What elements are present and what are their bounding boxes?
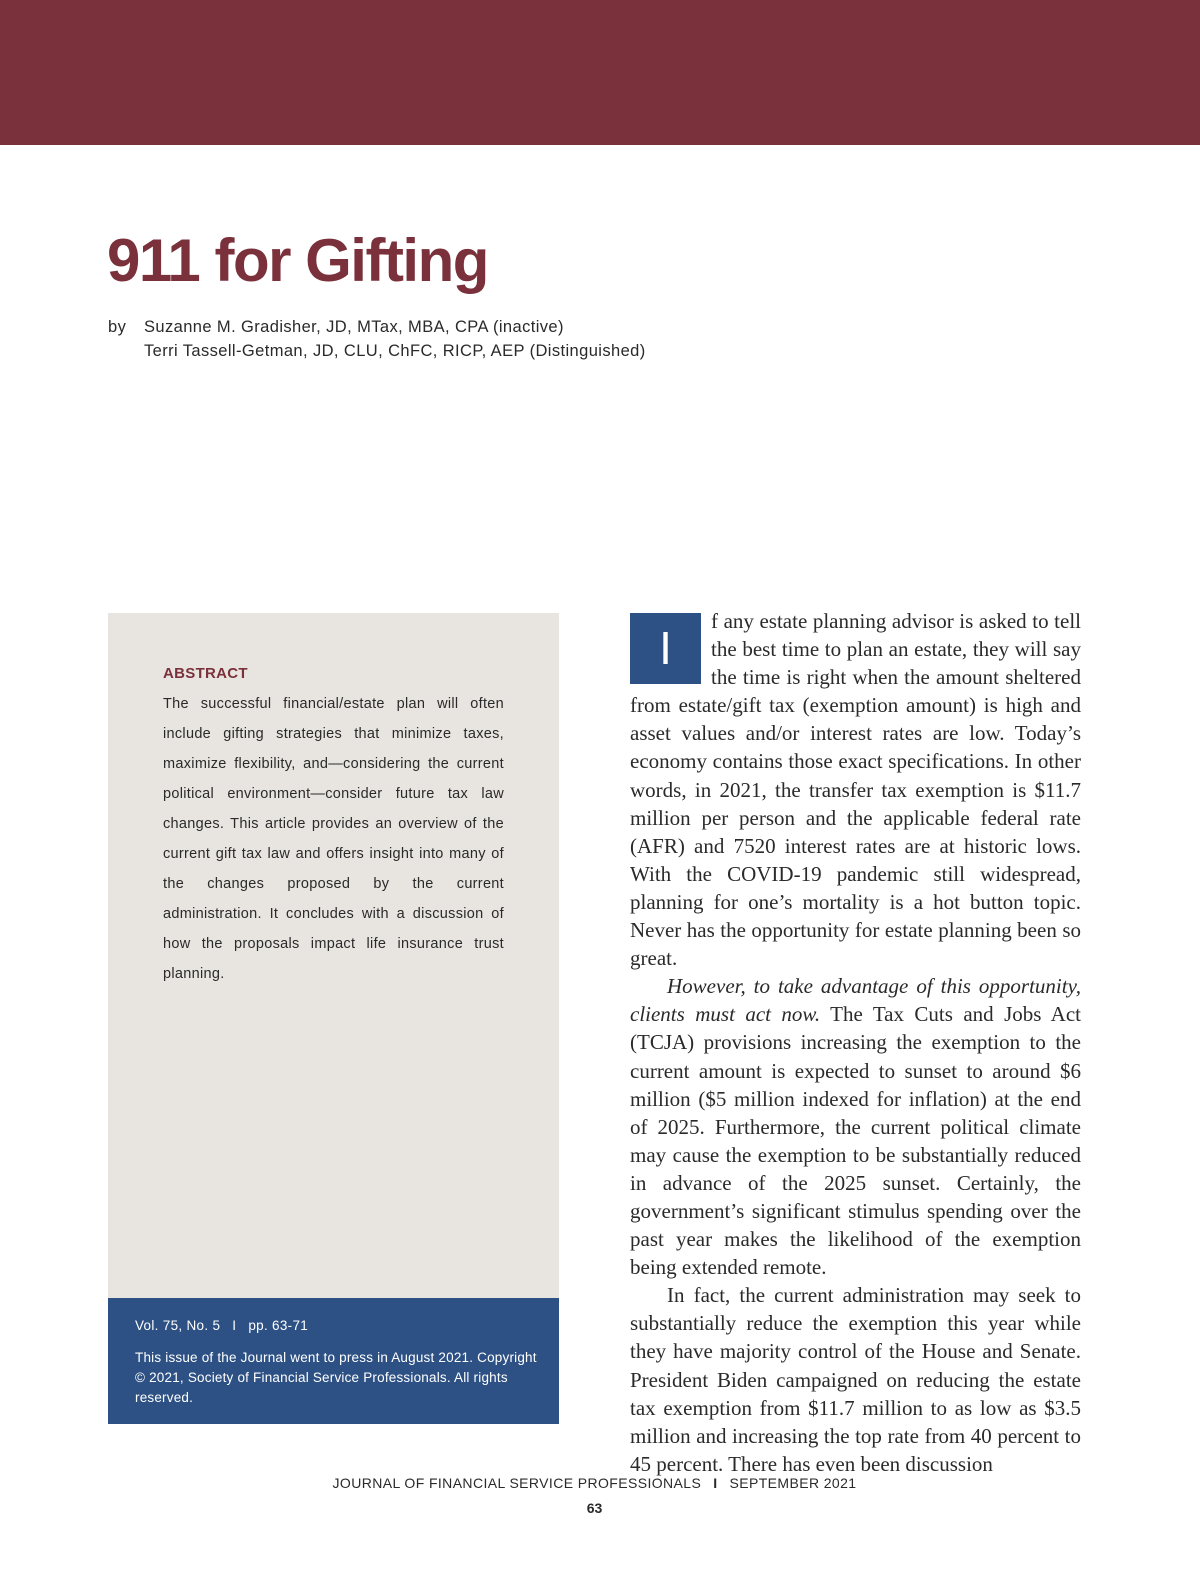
drop-cap: I (630, 613, 701, 684)
author-name: Terri Tassell-Getman, JD, CLU, ChFC, RICP, AEP (Distinguished) (144, 342, 646, 360)
footer-separator: I (713, 1475, 718, 1491)
article-body (630, 607, 1081, 1478)
volume-number: Vol. 75, No. 5 (135, 1318, 221, 1333)
journal-name: JOURNAL OF FINANCIAL SERVICE PROFESSIONALS (332, 1475, 702, 1491)
byline-label: by (108, 318, 127, 336)
paragraph-text: In fact, the current administration may seek to substantially reduce the exemption this year while they have majority control of the House and Senate. President Biden campaigned on reducing the estate tax exemption from $11.7 million to as low as $3.5 million and increasing the top rate from 40 percent to 45 percent. There has even been discussion (630, 1283, 1081, 1476)
header-band (0, 0, 1200, 145)
issue-date: SEPTEMBER 2021 (729, 1475, 857, 1491)
issue-info-box (108, 1298, 559, 1424)
byline (108, 315, 646, 363)
body-paragraph (630, 607, 1081, 972)
footer-journal-line (0, 1475, 1189, 1491)
volume-separator: I (232, 1318, 237, 1333)
author-name: Suzanne M. Gradisher, JD, MTax, MBA, CPA (inactive) (144, 318, 564, 336)
press-note: This issue of the Journal went to press in August 2021. Copyright © 2021, Society of Financial Service Professionals. All rights reserved. (135, 1350, 537, 1405)
body-paragraph (630, 972, 1081, 1281)
page-range: pp. 63-71 (248, 1318, 309, 1333)
author-list (144, 315, 646, 363)
abstract-box (108, 613, 559, 1298)
article-title: 911 for Gifting (107, 227, 488, 294)
paragraph-text: The Tax Cuts and Jobs Act (TCJA) provisions increasing the exemption to the current amount is expected to sunset to around $6 million ($5 million indexed for inflation) at the end of 2025. Furthermore, the current political climate may cause the exemption to be substantially reduced in advance of the 2025 sunset. Certainly, the government’s significant stimulus spending over the past year makes the likelihood of the exemption being extended remote. (630, 1002, 1081, 1280)
abstract-text: The successful financial/estate plan will often include gifting strategies that minimize taxes, maximize flexibility, and—considering the current political environment—consider future tax law changes. This article provides an overview of the current gift tax law and offers insight into many of the changes proposed by the current administration. It concludes with a discussion of how the proposals impact life insurance trust planning. (163, 696, 504, 982)
abstract-heading: ABSTRACT (163, 665, 248, 682)
body-paragraph (630, 1281, 1081, 1478)
emphasis-text: However, to take advantage of this opportunity, clients must act now. (630, 974, 1081, 1027)
page-number: 63 (586, 1500, 603, 1516)
volume-line (135, 1318, 308, 1333)
paragraph-text: f any estate planning advisor is asked to tell the best time to plan an estate, they will say the time is right when the amount sheltered from estate/gift tax (exemption amount) is high and asset values and/or interest rates are low. Today’s economy contains those exact specifications. In other words, in 2021, the transfer tax exemption is $11.7 million per person and the applicable federal rate (AFR) and 7520 interest rates are at historic lows. With the COVID-19 pandemic still widespread, planning for one’s mortality is a hot button topic. Never has the opportunity for estate planning been so great. (630, 609, 1081, 971)
